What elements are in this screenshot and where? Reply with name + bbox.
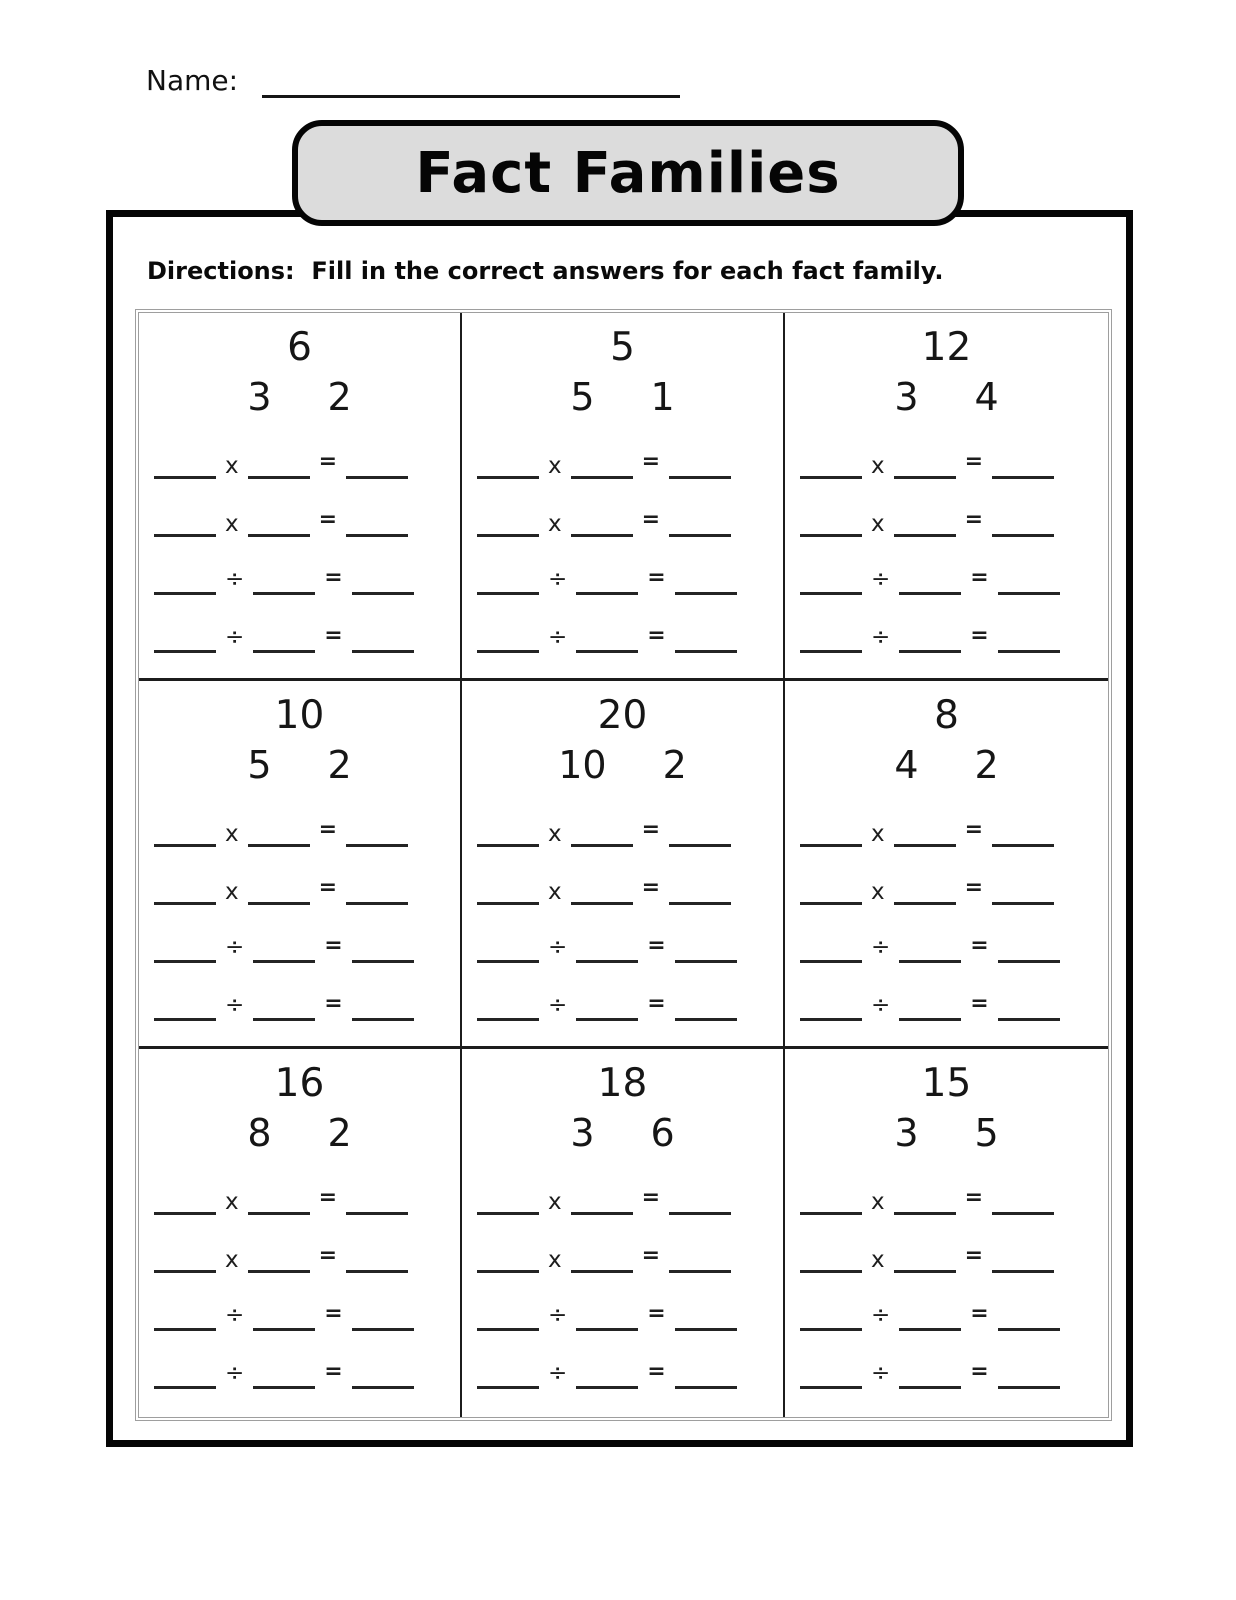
equals-sign: = (647, 1300, 666, 1326)
page-title: Fact Families (415, 140, 841, 206)
blank-line (154, 644, 216, 653)
factor-number: 4 (894, 742, 919, 787)
blank-line (800, 470, 862, 479)
divide-operator: ÷ (871, 623, 891, 650)
multiply-operator: x (548, 452, 562, 479)
blank-line (154, 1206, 216, 1215)
factor-row (462, 374, 783, 419)
equation-rows (785, 1157, 1108, 1389)
multiply-operator: x (225, 452, 239, 479)
equation-row (139, 1215, 460, 1273)
equation-rows (785, 789, 1108, 1021)
blank-line (899, 1380, 961, 1389)
blank-line (154, 1012, 216, 1021)
blank-line (800, 896, 862, 905)
blank-line (800, 1012, 862, 1021)
blank-line (477, 896, 539, 905)
blank-line (998, 1380, 1060, 1389)
divide-operator: ÷ (548, 565, 568, 592)
equation-row (462, 963, 783, 1021)
blank-line (899, 644, 961, 653)
divide-operator: ÷ (871, 1301, 891, 1328)
blank-line (477, 954, 539, 963)
divide-operator: ÷ (548, 1301, 568, 1328)
equation-row (139, 479, 460, 537)
equals-sign: = (641, 448, 661, 474)
directions-text: Directions: Fill in the correct answers for each fact family. (147, 257, 944, 285)
blank-line (253, 954, 315, 963)
fact-family-cell (139, 1049, 462, 1417)
blank-line (477, 1264, 539, 1273)
equation-row (785, 421, 1108, 479)
product-number: 20 (597, 693, 648, 738)
equation-row (139, 789, 460, 847)
blank-line (800, 1322, 862, 1331)
blank-line (346, 896, 408, 905)
equation-row (785, 847, 1108, 905)
blank-line (669, 470, 731, 479)
factor-number: 1 (650, 374, 675, 419)
blank-line (992, 896, 1054, 905)
blank-line (477, 1012, 539, 1021)
equals-sign: = (318, 1184, 338, 1210)
blank-line (998, 1322, 1060, 1331)
multiply-operator: x (548, 878, 562, 905)
equals-sign: = (970, 622, 989, 648)
blank-line (154, 1322, 216, 1331)
factor-number: 2 (327, 1110, 352, 1155)
blank-line (899, 1012, 961, 1021)
equals-sign: = (318, 816, 338, 842)
factor-row (139, 742, 460, 787)
blank-line (352, 1322, 414, 1331)
divide-operator: ÷ (548, 623, 568, 650)
blank-line (800, 1380, 862, 1389)
equation-row (462, 479, 783, 537)
blank-line (675, 644, 737, 653)
blank-line (669, 528, 731, 537)
blank-line (998, 586, 1060, 595)
equation-row (139, 905, 460, 963)
divide-operator: ÷ (225, 1359, 245, 1386)
fact-family-cell (462, 681, 785, 1049)
blank-line (154, 1264, 216, 1273)
factor-number: 3 (570, 1110, 595, 1155)
equals-sign: = (964, 874, 984, 900)
blank-line (477, 838, 539, 847)
equation-row (139, 1157, 460, 1215)
equals-sign: = (970, 932, 989, 958)
factor-number: 3 (247, 374, 272, 419)
blank-line (253, 1380, 315, 1389)
blank-line (894, 1264, 956, 1273)
equation-row (462, 595, 783, 653)
factor-number: 5 (974, 1110, 999, 1155)
multiply-operator: x (548, 1188, 562, 1215)
blank-line (894, 470, 956, 479)
blank-line (154, 1380, 216, 1389)
blank-line (477, 644, 539, 653)
equation-row (462, 1157, 783, 1215)
blank-line (352, 1012, 414, 1021)
equation-row (785, 595, 1108, 653)
blank-line (571, 896, 633, 905)
blank-line (800, 1206, 862, 1215)
product-number: 16 (274, 1061, 325, 1106)
blank-line (992, 528, 1054, 537)
equation-row (139, 1331, 460, 1389)
equals-sign: = (964, 816, 984, 842)
equals-sign: = (324, 1358, 343, 1384)
blank-line (346, 528, 408, 537)
multiply-operator: x (225, 1188, 239, 1215)
equation-row (462, 847, 783, 905)
equals-sign: = (964, 1242, 984, 1268)
equals-sign: = (324, 1300, 343, 1326)
equation-row (462, 421, 783, 479)
blank-line (675, 586, 737, 595)
blank-line (800, 586, 862, 595)
factor-number: 2 (662, 742, 687, 787)
product-number: 15 (921, 1061, 972, 1106)
blank-line (576, 954, 638, 963)
factor-number: 5 (247, 742, 272, 787)
equation-row (139, 847, 460, 905)
factor-number: 3 (894, 1110, 919, 1155)
blank-line (248, 838, 310, 847)
blank-line (571, 838, 633, 847)
blank-line (477, 470, 539, 479)
blank-line (346, 470, 408, 479)
fact-family-cell (785, 681, 1108, 1049)
equation-row (462, 905, 783, 963)
equals-sign: = (324, 990, 343, 1016)
equals-sign: = (970, 1300, 989, 1326)
product-number: 12 (921, 325, 972, 370)
product-number: 18 (597, 1061, 648, 1106)
blank-line (576, 1012, 638, 1021)
equals-sign: = (318, 448, 338, 474)
equals-sign: = (324, 932, 343, 958)
blank-line (669, 1206, 731, 1215)
multiply-operator: x (548, 820, 562, 847)
equation-row (462, 1215, 783, 1273)
product-number: 10 (274, 693, 325, 738)
blank-line (800, 528, 862, 537)
blank-line (253, 586, 315, 595)
blank-line (576, 644, 638, 653)
factor-number: 6 (650, 1110, 675, 1155)
blank-line (998, 1012, 1060, 1021)
blank-line (899, 954, 961, 963)
divide-operator: ÷ (871, 933, 891, 960)
equals-sign: = (641, 1242, 661, 1268)
fact-family-cell (785, 1049, 1108, 1417)
equals-sign: = (964, 448, 984, 474)
blank-line (800, 838, 862, 847)
divide-operator: ÷ (225, 565, 245, 592)
blank-line (571, 1206, 633, 1215)
equals-sign: = (647, 932, 666, 958)
factor-number: 4 (974, 374, 999, 419)
divide-operator: ÷ (548, 991, 568, 1018)
equation-rows (139, 789, 460, 1021)
blank-line (477, 528, 539, 537)
blank-line (675, 1322, 737, 1331)
blank-line (675, 1012, 737, 1021)
blank-line (571, 470, 633, 479)
blank-line (253, 644, 315, 653)
blank-line (352, 586, 414, 595)
blank-line (352, 1380, 414, 1389)
blank-line (154, 586, 216, 595)
product-number: 5 (610, 325, 635, 370)
factor-row (139, 1110, 460, 1155)
equals-sign: = (318, 506, 338, 532)
multiply-operator: x (871, 510, 885, 537)
blank-line (894, 838, 956, 847)
factor-row (462, 742, 783, 787)
name-blank-line (262, 94, 680, 98)
factor-number: 2 (974, 742, 999, 787)
blank-line (248, 470, 310, 479)
factor-row (462, 1110, 783, 1155)
equation-row (462, 1273, 783, 1331)
multiply-operator: x (225, 820, 239, 847)
fact-family-cell (462, 313, 785, 681)
factor-row (785, 742, 1108, 787)
equation-row (785, 789, 1108, 847)
blank-line (894, 896, 956, 905)
fact-family-grid (135, 309, 1112, 1421)
equation-row (462, 1331, 783, 1389)
blank-line (992, 470, 1054, 479)
blank-line (154, 470, 216, 479)
product-number: 6 (287, 325, 312, 370)
blank-line (800, 1264, 862, 1273)
blank-line (352, 644, 414, 653)
blank-line (899, 1322, 961, 1331)
blank-line (571, 528, 633, 537)
blank-line (352, 954, 414, 963)
blank-line (477, 586, 539, 595)
blank-line (346, 838, 408, 847)
equation-rows (462, 789, 783, 1021)
blank-line (894, 1206, 956, 1215)
blank-line (154, 954, 216, 963)
equation-rows (462, 1157, 783, 1389)
blank-line (800, 954, 862, 963)
blank-line (675, 1380, 737, 1389)
divide-operator: ÷ (225, 1301, 245, 1328)
equation-rows (139, 1157, 460, 1389)
equation-row (785, 1157, 1108, 1215)
equation-row (785, 905, 1108, 963)
equals-sign: = (324, 564, 343, 590)
blank-line (248, 1264, 310, 1273)
blank-line (571, 1264, 633, 1273)
blank-line (669, 896, 731, 905)
equals-sign: = (647, 622, 666, 648)
equation-row (139, 963, 460, 1021)
equals-sign: = (964, 1184, 984, 1210)
multiply-operator: x (871, 820, 885, 847)
factor-number: 8 (247, 1110, 272, 1155)
equals-sign: = (641, 1184, 661, 1210)
equals-sign: = (641, 816, 661, 842)
factor-number: 2 (327, 742, 352, 787)
blank-line (477, 1206, 539, 1215)
equation-rows (462, 421, 783, 653)
blank-line (894, 528, 956, 537)
divide-operator: ÷ (225, 933, 245, 960)
divide-operator: ÷ (225, 623, 245, 650)
fact-family-cell (462, 1049, 785, 1417)
blank-line (248, 1206, 310, 1215)
equals-sign: = (970, 990, 989, 1016)
blank-line (248, 896, 310, 905)
blank-line (477, 1380, 539, 1389)
equals-sign: = (318, 874, 338, 900)
equation-row (462, 537, 783, 595)
blank-line (576, 1322, 638, 1331)
fact-family-cell (785, 313, 1108, 681)
equals-sign: = (324, 622, 343, 648)
blank-line (992, 838, 1054, 847)
blank-line (998, 644, 1060, 653)
blank-line (154, 528, 216, 537)
blank-line (154, 838, 216, 847)
fact-family-cell (139, 681, 462, 1049)
divide-operator: ÷ (871, 565, 891, 592)
title-banner (292, 120, 964, 226)
blank-line (253, 1012, 315, 1021)
equals-sign: = (964, 506, 984, 532)
divide-operator: ÷ (548, 933, 568, 960)
name-row (146, 64, 680, 97)
equals-sign: = (641, 874, 661, 900)
worksheet-box (106, 210, 1133, 1447)
equals-sign: = (641, 506, 661, 532)
blank-line (899, 586, 961, 595)
blank-line (669, 838, 731, 847)
blank-line (253, 1322, 315, 1331)
divide-operator: ÷ (871, 1359, 891, 1386)
multiply-operator: x (225, 878, 239, 905)
blank-line (669, 1264, 731, 1273)
factor-row (785, 374, 1108, 419)
multiply-operator: x (871, 452, 885, 479)
blank-line (992, 1206, 1054, 1215)
equation-row (785, 1331, 1108, 1389)
blank-line (576, 1380, 638, 1389)
blank-line (248, 528, 310, 537)
equation-row (785, 1215, 1108, 1273)
product-number: 8 (934, 693, 959, 738)
blank-line (576, 586, 638, 595)
blank-line (477, 1322, 539, 1331)
factor-number: 5 (570, 374, 595, 419)
blank-line (992, 1264, 1054, 1273)
equation-row (785, 537, 1108, 595)
multiply-operator: x (871, 1188, 885, 1215)
equation-row (139, 537, 460, 595)
blank-line (800, 644, 862, 653)
blank-line (675, 954, 737, 963)
multiply-operator: x (548, 510, 562, 537)
factor-number: 2 (327, 374, 352, 419)
factor-number: 10 (558, 742, 607, 787)
equation-row (139, 421, 460, 479)
equation-row (139, 595, 460, 653)
equals-sign: = (647, 564, 666, 590)
divide-operator: ÷ (548, 1359, 568, 1386)
fact-family-cell (139, 313, 462, 681)
equals-sign: = (970, 1358, 989, 1384)
blank-line (346, 1264, 408, 1273)
blank-line (998, 954, 1060, 963)
equation-row (462, 789, 783, 847)
factor-row (785, 1110, 1108, 1155)
equation-row (785, 1273, 1108, 1331)
multiply-operator: x (225, 1246, 239, 1273)
multiply-operator: x (548, 1246, 562, 1273)
equation-row (139, 1273, 460, 1331)
multiply-operator: x (871, 878, 885, 905)
equals-sign: = (318, 1242, 338, 1268)
equation-row (785, 963, 1108, 1021)
equals-sign: = (647, 1358, 666, 1384)
equation-row (785, 479, 1108, 537)
divide-operator: ÷ (871, 991, 891, 1018)
equation-rows (139, 421, 460, 653)
multiply-operator: x (225, 510, 239, 537)
factor-number: 3 (894, 374, 919, 419)
equals-sign: = (647, 990, 666, 1016)
name-label: Name: (146, 64, 239, 97)
multiply-operator: x (871, 1246, 885, 1273)
blank-line (154, 896, 216, 905)
blank-line (346, 1206, 408, 1215)
factor-row (139, 374, 460, 419)
equation-rows (785, 421, 1108, 653)
divide-operator: ÷ (225, 991, 245, 1018)
equals-sign: = (970, 564, 989, 590)
